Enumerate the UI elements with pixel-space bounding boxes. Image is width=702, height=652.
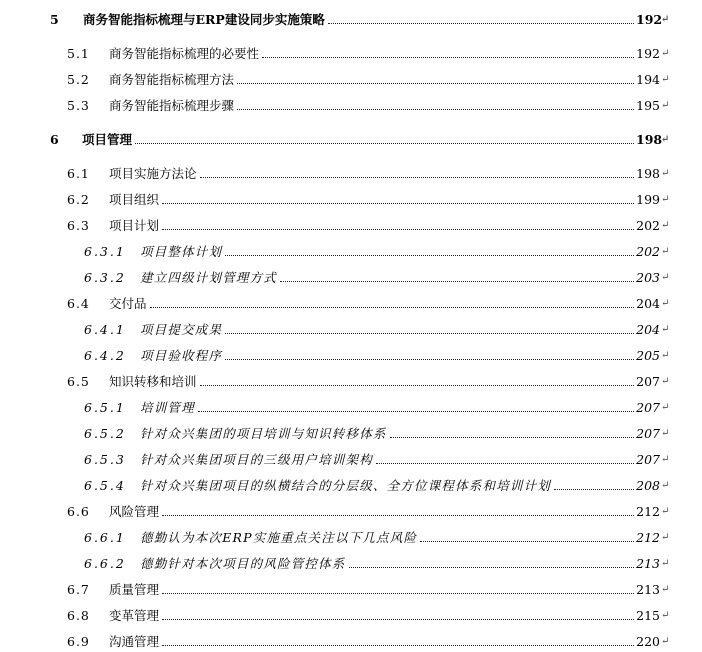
toc-title: 项目计划 xyxy=(109,218,160,233)
paragraph-mark-icon: ↵ xyxy=(661,376,670,387)
paragraph-mark-icon: ↵ xyxy=(661,584,670,595)
paragraph-mark-icon: ↵ xyxy=(661,402,670,413)
toc-number: 6.5.3 xyxy=(84,452,126,467)
toc-page-number: 204 xyxy=(636,296,660,311)
toc-page-number: 220 xyxy=(636,634,660,649)
dot-leader xyxy=(390,437,634,438)
toc-page-number: 207 xyxy=(636,452,660,467)
toc-title: 沟通管理 xyxy=(109,634,160,649)
toc-entry-6-5[interactable] xyxy=(0,372,702,392)
toc-title: 项目管理 xyxy=(82,132,133,147)
paragraph-mark-icon: ↵ xyxy=(661,532,670,543)
dot-leader xyxy=(237,109,634,110)
toc-page-number: 202 xyxy=(636,244,660,259)
toc-page-number: 207 xyxy=(636,426,660,441)
toc-title: 项目提交成果 xyxy=(140,322,223,337)
toc-number: 6.4 xyxy=(67,296,90,311)
paragraph-mark-icon: ↵ xyxy=(661,194,670,205)
toc-number: 6.1 xyxy=(67,166,90,181)
dot-leader xyxy=(376,463,634,464)
toc-entry-6-5-3[interactable] xyxy=(0,450,702,470)
toc-page-number: 213 xyxy=(636,582,660,597)
toc-page-number: 215 xyxy=(636,608,660,623)
paragraph-mark-icon: ↵ xyxy=(661,100,670,111)
toc-number: 6.5.1 xyxy=(84,400,126,415)
toc-number: 6.5 xyxy=(67,374,90,389)
paragraph-mark-icon: ↵ xyxy=(661,428,670,439)
toc-page-number: 205 xyxy=(636,348,660,363)
toc-title: 项目验收程序 xyxy=(140,348,223,363)
toc-number: 6.4.1 xyxy=(84,322,126,337)
paragraph-mark-icon: ↵ xyxy=(661,480,670,491)
toc-page-number: 212 xyxy=(636,504,660,519)
toc-page-number: 198 xyxy=(636,132,663,147)
toc-entry-6-6-1[interactable] xyxy=(0,528,702,548)
paragraph-mark-icon: ↵ xyxy=(661,14,670,25)
dot-leader xyxy=(150,307,634,308)
toc-entry-6-7[interactable] xyxy=(0,580,702,600)
dot-leader xyxy=(200,177,634,178)
toc-number: 6.8 xyxy=(67,608,90,623)
toc-page-number: 198 xyxy=(636,166,660,181)
dot-leader xyxy=(420,541,634,542)
dot-leader xyxy=(162,593,634,594)
paragraph-mark-icon: ↵ xyxy=(661,168,670,179)
toc-entry-6-5-1[interactable] xyxy=(0,398,702,418)
toc-title: 针对众兴集团项目的三级用户培训架构 xyxy=(140,452,373,467)
toc-page-number: 192 xyxy=(636,46,660,61)
toc-title: 商务智能指标梳理方法 xyxy=(109,72,235,87)
paragraph-mark-icon: ↵ xyxy=(661,134,670,145)
dot-leader xyxy=(225,255,634,256)
toc-title: 德勤针对本次项目的风险管控体系 xyxy=(140,556,346,571)
dot-leader xyxy=(225,333,634,334)
toc-page-number: 208 xyxy=(636,478,660,493)
toc-number: 6.6.2 xyxy=(84,556,126,571)
toc-number: 5 xyxy=(50,12,59,27)
paragraph-mark-icon: ↵ xyxy=(661,454,670,465)
toc-title: 项目整体计划 xyxy=(140,244,223,259)
dot-leader xyxy=(162,619,634,620)
toc-number: 5.3 xyxy=(67,98,90,113)
toc-entry-6-4-1[interactable] xyxy=(0,320,702,340)
toc-entry-6-5-2[interactable] xyxy=(0,424,702,444)
paragraph-mark-icon: ↵ xyxy=(661,74,670,85)
toc-page-number: 203 xyxy=(636,270,660,285)
toc-entry-6-8[interactable] xyxy=(0,606,702,626)
dot-leader xyxy=(237,83,634,84)
toc-title: 商务智能指标梳理步骤 xyxy=(109,98,235,113)
toc-number: 6.3.1 xyxy=(84,244,126,259)
toc-page-number: 207 xyxy=(636,400,660,415)
dot-leader xyxy=(162,203,634,204)
toc-number: 5.1 xyxy=(67,46,90,61)
paragraph-mark-icon: ↵ xyxy=(661,350,670,361)
toc-entry-6-3[interactable] xyxy=(0,216,702,236)
toc-page-number: 202 xyxy=(636,218,660,233)
dot-leader xyxy=(328,23,634,24)
toc-page-number: 194 xyxy=(636,72,660,87)
toc-entry-6-4[interactable] xyxy=(0,294,702,314)
toc-title: 培训管理 xyxy=(140,400,195,415)
dot-leader xyxy=(198,411,634,412)
dot-leader xyxy=(200,385,634,386)
dot-leader xyxy=(225,359,634,360)
toc-title: 项目组织 xyxy=(109,192,160,207)
toc-title: 知识转移和培训 xyxy=(109,374,197,389)
toc-number: 6.5.2 xyxy=(84,426,126,441)
toc-entry-6-6-2[interactable] xyxy=(0,554,702,574)
toc-entry-6-3-2[interactable] xyxy=(0,268,702,288)
toc-page-number: 192 xyxy=(636,12,663,27)
toc-entry-5[interactable] xyxy=(0,10,702,30)
toc-entry-6-2[interactable] xyxy=(0,190,702,210)
toc-title: 德勤认为本次ERP实施重点关注以下几点风险 xyxy=(140,530,418,545)
toc-entry-6-3-1[interactable] xyxy=(0,242,702,262)
toc-title: 建立四级计划管理方式 xyxy=(140,270,278,285)
paragraph-mark-icon: ↵ xyxy=(661,324,670,335)
paragraph-mark-icon: ↵ xyxy=(661,506,670,517)
toc-number: 6.9 xyxy=(67,634,90,649)
toc-number: 6.5.4 xyxy=(84,478,126,493)
toc-entry-6-1[interactable] xyxy=(0,164,702,184)
dot-leader xyxy=(349,567,634,568)
toc-number: 6.3 xyxy=(67,218,90,233)
toc-number: 6 xyxy=(50,132,59,147)
dot-leader xyxy=(554,489,634,490)
dot-leader xyxy=(135,143,634,144)
toc-entry-5-3[interactable] xyxy=(0,96,702,116)
paragraph-mark-icon: ↵ xyxy=(661,558,670,569)
toc-entry-5-2[interactable] xyxy=(0,70,702,90)
paragraph-mark-icon: ↵ xyxy=(661,272,670,283)
toc-entry-6-5-4[interactable] xyxy=(0,476,702,496)
toc-title: 针对众兴集团的项目培训与知识转移体系 xyxy=(140,426,387,441)
toc-title: 商务智能指标梳理的必要性 xyxy=(109,46,260,61)
toc-number: 6.7 xyxy=(67,582,90,597)
toc-page-number: 204 xyxy=(636,322,660,337)
paragraph-mark-icon: ↵ xyxy=(661,610,670,621)
paragraph-mark-icon: ↵ xyxy=(661,298,670,309)
dot-leader xyxy=(280,281,634,282)
toc-number: 6.3.2 xyxy=(84,270,126,285)
paragraph-mark-icon: ↵ xyxy=(661,246,670,257)
toc-title: 针对众兴集团项目的纵横结合的分层级、全方位课程体系和培训计划 xyxy=(140,478,552,493)
toc-entry-6-9[interactable] xyxy=(0,632,702,652)
toc-page-number: 207 xyxy=(636,374,660,389)
paragraph-mark-icon: ↵ xyxy=(661,220,670,231)
toc-entry-6-6[interactable] xyxy=(0,502,702,522)
dot-leader xyxy=(262,57,634,58)
toc-page-number: 199 xyxy=(636,192,660,207)
toc-entry-6[interactable] xyxy=(0,130,702,150)
toc-title: 质量管理 xyxy=(109,582,160,597)
toc-page-number: 195 xyxy=(636,98,660,113)
toc-number: 5.2 xyxy=(67,72,90,87)
paragraph-mark-icon: ↵ xyxy=(661,636,670,647)
toc-entry-6-4-2[interactable] xyxy=(0,346,702,366)
toc-title: 交付品 xyxy=(109,296,147,311)
toc-number: 6.6 xyxy=(67,504,90,519)
toc-title: 项目实施方法论 xyxy=(109,166,197,181)
paragraph-mark-icon: ↵ xyxy=(661,48,670,59)
toc-number: 6.2 xyxy=(67,192,90,207)
toc-page-number: 212 xyxy=(636,530,660,545)
toc-title: 风险管理 xyxy=(109,504,160,519)
toc-number: 6.6.1 xyxy=(84,530,126,545)
dot-leader xyxy=(162,645,634,646)
dot-leader xyxy=(162,515,634,516)
toc-page-number: 213 xyxy=(636,556,660,571)
toc-number: 6.4.2 xyxy=(84,348,126,363)
toc-entry-5-1[interactable] xyxy=(0,44,702,64)
toc-title: 商务智能指标梳理与ERP建设同步实施策略 xyxy=(83,12,325,27)
dot-leader xyxy=(162,229,634,230)
toc-title: 变革管理 xyxy=(109,608,160,623)
